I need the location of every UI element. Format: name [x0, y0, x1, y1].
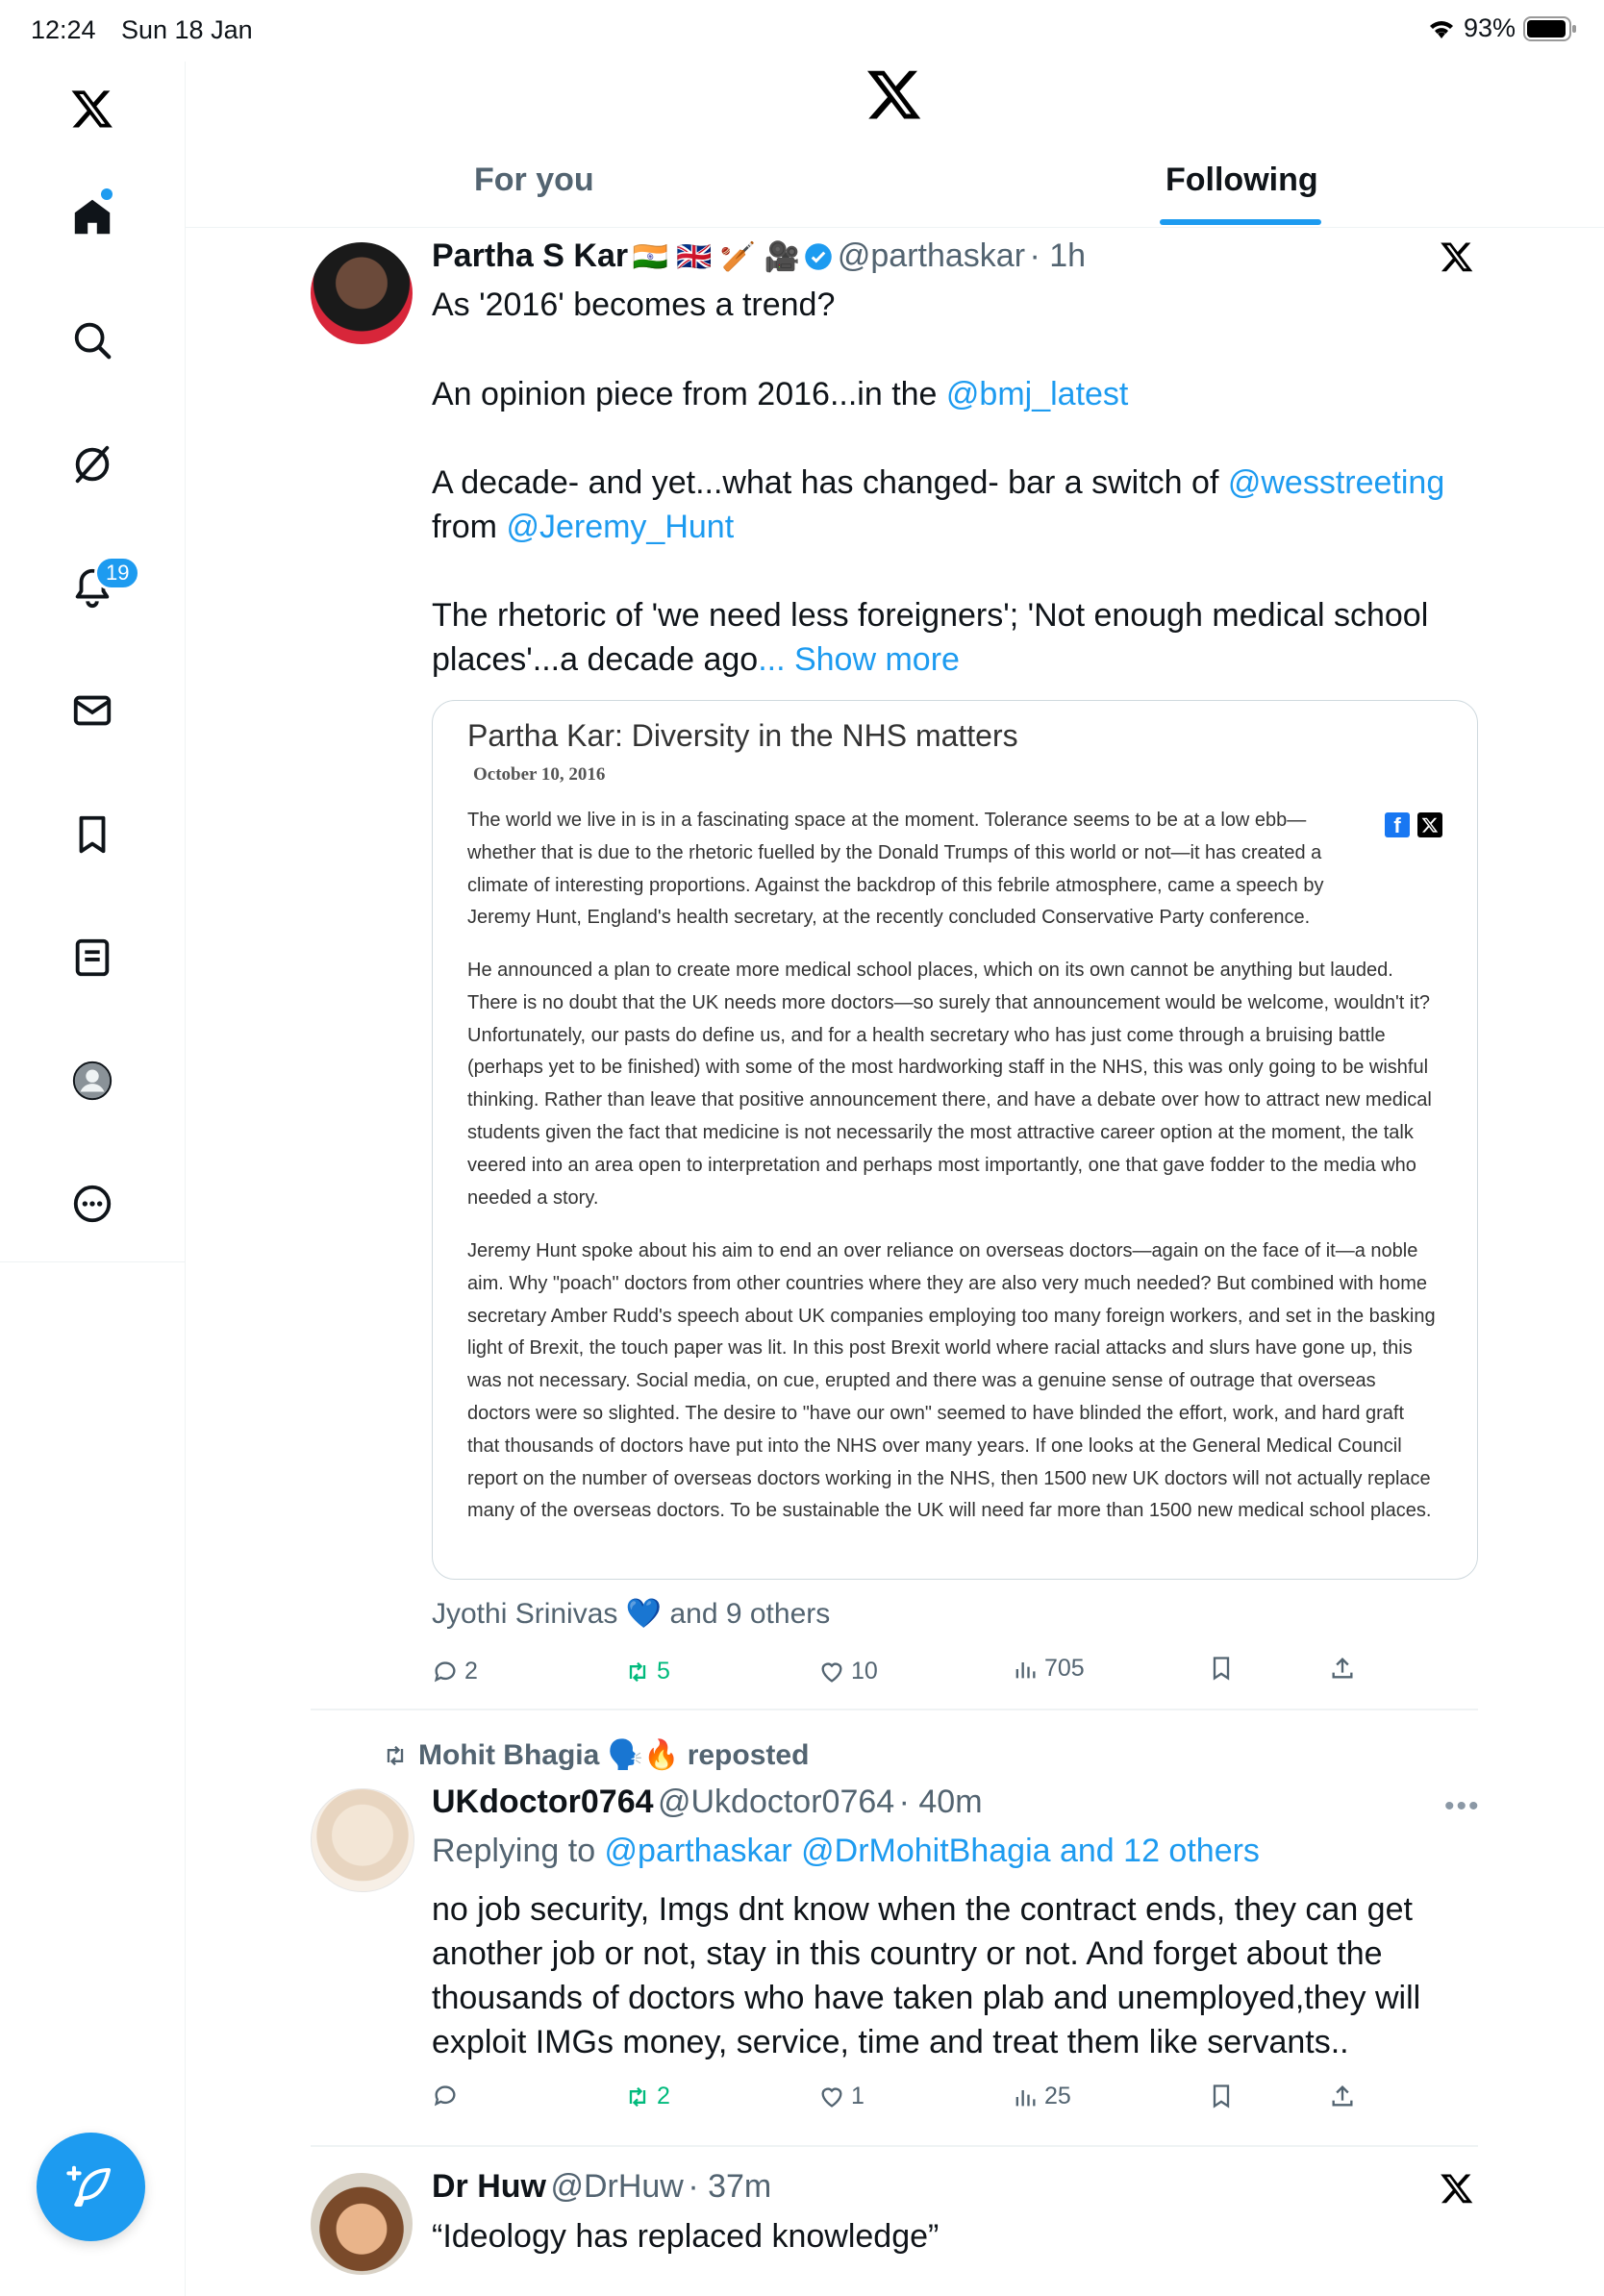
- article-paragraph-1: The world we live in is in a fascinating space at the moment. Tolerance seems to be at a low ebb—whether that is due to the rhetoric fuelled by the Donald Trumps of this world or not—it has created a climate of interesting proportions. Against the backdrop of this febrile atmosphere, came a speech by Jeremy Hunt, England's health secretary, at the recently concluded Conservative Party conference.: [467, 810, 1324, 929]
- repost-button[interactable]: [624, 2083, 670, 2110]
- lists-icon[interactable]: [62, 927, 123, 988]
- replying-to-links[interactable]: @parthaskar @DrMohitBhagia and 12 others: [604, 1833, 1260, 1869]
- repost-icon: [624, 1659, 651, 1685]
- liked-by-others: and 9 others: [669, 1598, 831, 1630]
- share-icon: [1329, 1655, 1356, 1682]
- author-name[interactable]: Dr Huw: [432, 2168, 546, 2205]
- author-handle[interactable]: @parthaskar: [837, 237, 1026, 274]
- article-paragraph-2: He announced a plan to create more medical school places, which on its own cannot be anything but lauded. There is no doubt that the UK needs more doctors—so surely that announcement would be welcome, wouldn't it? Unfortunately, our pasts do define us, and for a health secretary who has just come through a bruising battle (perhaps yet to be finished) with some of the most hardworking staff in the NHS, this was only going to be wishful thinking. Rather than leave that positive announcement there, and have a debate over how to attract new medical students given the fact that medicine is not necessarily the most attractive career option at the moment, the talk veered into an area open to interpretation and perhaps most importantly, one that gave fodder to the media who needed a story.: [467, 960, 1432, 1209]
- tweet2-text-line4: exploit IMGs money, service, time and treat them like servants..: [432, 2024, 1349, 2060]
- like-count: 10: [851, 1658, 878, 1685]
- repost-count: 5: [657, 1658, 670, 1685]
- sidebar-divider: [0, 1261, 185, 1262]
- show-more-link[interactable]: ... Show more: [758, 641, 960, 678]
- verified-badge-icon: [804, 242, 833, 271]
- tweet1-line6: places'...a decade ago... Show more: [432, 641, 960, 678]
- search-icon[interactable]: [62, 310, 123, 371]
- reply-button[interactable]: [432, 1658, 478, 1685]
- battery-percent: 93%: [1463, 13, 1516, 42]
- like-button[interactable]: [818, 2083, 865, 2110]
- article-paragraph-3: Jeremy Hunt spoke about his aim to end an over reliance on overseas doctors—again on the face of it—a noble aim. Why "poach" doctors from other countries where they are also very much needed? But combined with home secretary Amber Rudd's speech about UK companies employing too many foreign workers, and set in the basking light of Brexit, the touch paper was lit. In this post Brexit world where racial attacks and slurs have gone up, this was not necessary. Social media, on cue, erupted and there was a genuine sense of outrage that overseas doctors were so slighted. The desire to "have our own" seemed to have blinded the effort, work, and hard graft that thousands of doctors have put into the NHS over many years. If one looks at the General Medical Council report on the number of overseas doctors working in the NHS, then 1500 new UK doctors will not actually replace many of the overseas doctors. To be sustainable the UK will need far more than 1500 new medical school places.: [467, 1240, 1436, 1522]
- reply-icon: [432, 2083, 459, 2109]
- tab-following[interactable]: Following: [1165, 162, 1318, 198]
- tweet-separator: [311, 1709, 1478, 1710]
- views-chart-icon: [1012, 1656, 1039, 1683]
- tab-for-you[interactable]: For you: [474, 162, 594, 198]
- wifi-icon: [1427, 17, 1456, 40]
- active-tab-indicator: [1160, 219, 1321, 225]
- mention-bmj-latest[interactable]: @bmj_latest: [945, 376, 1129, 412]
- notifications-badge: 19: [94, 556, 140, 590]
- tweet2-text-line2: another job or not, stay in this country or not. And forget about the: [432, 1935, 1383, 1972]
- like-button[interactable]: [818, 1658, 878, 1685]
- liked-by-heart: 💙: [625, 1598, 663, 1630]
- facebook-share-icon: f: [1385, 812, 1410, 837]
- tweet1-line4: from @Jeremy_Hunt: [432, 509, 735, 545]
- heart-icon: [818, 1659, 845, 1685]
- tweet2-text-line3: thousands of doctors who have taken plab and unemployed,they will: [432, 1980, 1421, 2016]
- tweet1-line2: An opinion piece from 2016...in the @bmj_latest: [432, 376, 1129, 412]
- tweet-time[interactable]: · 37m: [688, 2168, 772, 2205]
- messages-icon[interactable]: [62, 680, 123, 741]
- share-icon: [1329, 2083, 1356, 2109]
- bookmark-icon: [1208, 2083, 1235, 2109]
- repost-icon: [624, 2084, 651, 2110]
- profile-avatar-icon[interactable]: [62, 1050, 123, 1111]
- status-indicators: [1427, 13, 1577, 43]
- avatar-ukdoctor0764[interactable]: [311, 1788, 414, 1892]
- compose-post-button[interactable]: [37, 2133, 145, 2241]
- author-name[interactable]: UKdoctor0764: [432, 1784, 654, 1820]
- unread-dot: [101, 188, 113, 200]
- grok-x-icon[interactable]: [1440, 2171, 1474, 2206]
- more-icon[interactable]: [62, 1173, 123, 1235]
- liked-by-name: Jyothi Srinivas: [432, 1598, 618, 1630]
- status-bar: [0, 0, 1604, 62]
- reply-button[interactable]: [432, 2083, 459, 2109]
- tweet3-header: [432, 2168, 771, 2206]
- avatar-parthaskar[interactable]: [311, 242, 413, 344]
- reply-count: 2: [464, 1658, 478, 1685]
- liked-by-row[interactable]: [432, 1597, 830, 1631]
- repost-banner[interactable]: [382, 1738, 809, 1772]
- status-date: Sun 18 Jan: [121, 15, 253, 44]
- x-share-icon: [1417, 812, 1442, 837]
- article-image-card[interactable]: [432, 700, 1478, 1580]
- bookmark-icon: [1208, 1655, 1235, 1682]
- repost-by-text: Mohit Bhagia 🗣️🔥 reposted: [418, 1739, 810, 1771]
- repost-count: 2: [657, 2083, 670, 2109]
- bookmark-button[interactable]: [1208, 2083, 1235, 2109]
- article-date: October 10, 2016: [473, 764, 606, 785]
- bookmark-button[interactable]: [1208, 1655, 1235, 1682]
- view-count: 25: [1044, 2083, 1071, 2109]
- heart-icon: [818, 2084, 845, 2110]
- grok-x-icon[interactable]: [1440, 239, 1474, 274]
- avatar-drhuw[interactable]: [311, 2173, 413, 2275]
- views-chart-icon: [1012, 2084, 1039, 2110]
- author-handle[interactable]: @DrHuw: [550, 2168, 684, 2205]
- tweet1-header: [432, 237, 1086, 275]
- author-handle[interactable]: @Ukdoctor0764: [657, 1784, 895, 1820]
- tweet-time[interactable]: · 1h: [1029, 237, 1087, 274]
- repost-small-icon: [382, 1742, 409, 1769]
- view-count: 705: [1044, 1655, 1085, 1682]
- share-button[interactable]: [1329, 2083, 1356, 2109]
- tweet3-text: “Ideology has replaced knowledge”: [432, 2218, 940, 2255]
- bookmarks-icon[interactable]: [62, 804, 123, 865]
- tweet2-text-line1: no job security, Imgs dnt know when the contract ends, they can get: [432, 1891, 1413, 1928]
- mention-jeremy-hunt[interactable]: @Jeremy_Hunt: [506, 509, 735, 545]
- battery-icon: [1523, 15, 1577, 42]
- share-button[interactable]: [1329, 1655, 1356, 1682]
- reply-icon: [432, 1659, 459, 1685]
- header-border: [186, 227, 1604, 228]
- home-icon[interactable]: [62, 187, 123, 248]
- like-count: 1: [851, 2083, 865, 2109]
- x-logo-icon[interactable]: [62, 78, 123, 139]
- author-name[interactable]: Partha S Kar: [432, 237, 629, 274]
- views-button[interactable]: [1012, 1655, 1085, 1683]
- more-options-icon[interactable]: •••: [1444, 1790, 1481, 1822]
- x-logo-icon-header: [865, 65, 923, 123]
- replying-to: Replying to @parthaskar @DrMohitBhagia and 12 others: [432, 1833, 1260, 1869]
- tweet1-line5: The rhetoric of 'we need less foreigners'; 'Not enough medical school: [432, 597, 1429, 634]
- tweet1-line1: As '2016' becomes a trend?: [432, 287, 836, 323]
- status-time: 12:24: [31, 15, 96, 44]
- tweet2-header: [432, 1784, 983, 1821]
- grok-icon[interactable]: [62, 434, 123, 495]
- tweet1-line3: A decade- and yet...what has changed- bar a switch of @wesstreeting: [432, 464, 1445, 501]
- tweet-time[interactable]: · 40m: [898, 1784, 983, 1820]
- compose-feather-icon: [65, 2161, 117, 2213]
- mention-wesstreeting[interactable]: @wesstreeting: [1227, 464, 1445, 501]
- tweet-separator: [311, 2145, 1478, 2147]
- author-emojis: 🇮🇳 🇬🇧 🏏 🎥: [632, 241, 800, 273]
- views-button[interactable]: [1012, 2083, 1071, 2110]
- repost-button[interactable]: [624, 1658, 670, 1685]
- article-title: Partha Kar: Diversity in the NHS matters: [467, 718, 1018, 753]
